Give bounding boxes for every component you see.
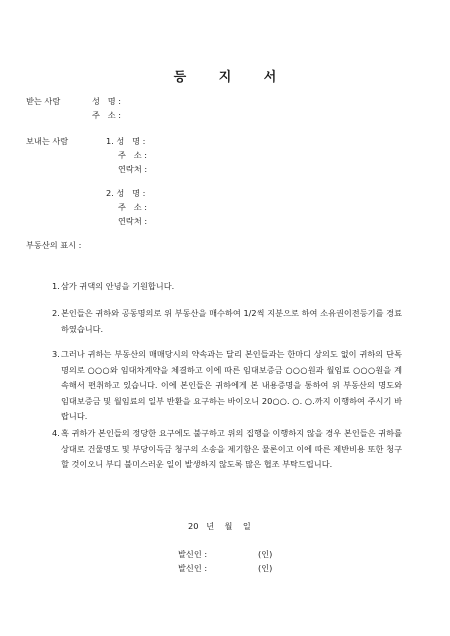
- sender-label: 보내는 사람: [26, 136, 69, 146]
- paragraph-text: 삼가 귀댁의 안녕을 기원합니다.: [61, 281, 175, 291]
- sender-2-address-label: 주 소 :: [118, 202, 147, 212]
- paragraph-4: [52, 426, 402, 473]
- recipient-address-label: 주 소 :: [92, 110, 121, 120]
- date-line: 20 년 월 일: [188, 521, 251, 531]
- paragraph-number: 1.: [52, 281, 60, 291]
- paragraph-1: [52, 279, 402, 295]
- signature-2-label: 발신인 :: [178, 563, 208, 573]
- signature-1-seal: (인): [258, 549, 273, 559]
- signature-1-label: 발신인 :: [178, 549, 208, 559]
- paragraph-number: 4.: [52, 428, 60, 438]
- paragraph-text: 그러나 귀하는 부동산의 매매당시의 약속과는 달리 본인들과는 한마디 상의도 없이 귀하의 단독 명의로 ○○○와 임대차계약을 체결하고 이에 따른 임대보증금 ○○○원과 월임료 ○○○원을 계속해서 편취하고 있습니다. 이에 본인들은 귀하에게 본 내용증명을 통하여 위 부동산의 명도와 임대보증금 및 월임료의 일부 반환을 요구하는 바이오니 20○○. ○. ○.까지 이행하여 주시기 바랍니다.: [61, 349, 402, 421]
- paragraph-text: 혹 귀하가 본인들의 정당한 요구에도 불구하고 위의 집행을 이행하지 않을 경우 본인들은 귀하를 상대로 건물명도 및 부당이득금 청구의 소송을 제기함은 물론이고 이에 따른 제반비용 또한 청구할 것이오니 부디 불미스러운 일이 발생하지 않도록 많은 협조 부탁드립니다.: [61, 428, 402, 469]
- signature-2-seal: (인): [258, 563, 273, 573]
- paragraph-3: [52, 347, 402, 425]
- sender-2-contact-label: 연락처 :: [118, 216, 148, 226]
- recipient-label: 받는 사람: [26, 96, 61, 106]
- property-label: 부동산의 표시 :: [26, 240, 82, 250]
- paragraph-number: 3.: [52, 349, 60, 359]
- sender-1-address-label: 주 소 :: [118, 150, 147, 160]
- paragraph-2: [52, 306, 402, 337]
- sender-1-name-label: 1. 성 명 :: [106, 136, 146, 146]
- paragraph-number: 2.: [52, 308, 60, 318]
- document-title: 등 지 서: [173, 70, 291, 85]
- sender-2-name-label: 2. 성 명 :: [106, 188, 146, 198]
- recipient-name-label: 성 명 :: [92, 96, 121, 106]
- sender-1-contact-label: 연락처 :: [118, 164, 148, 174]
- paragraph-text: 본인들은 귀하와 공동명의로 위 부동산을 매수하여 1/2씩 지분으로 하여 소유권이전등기를 경료하였습니다.: [61, 308, 402, 334]
